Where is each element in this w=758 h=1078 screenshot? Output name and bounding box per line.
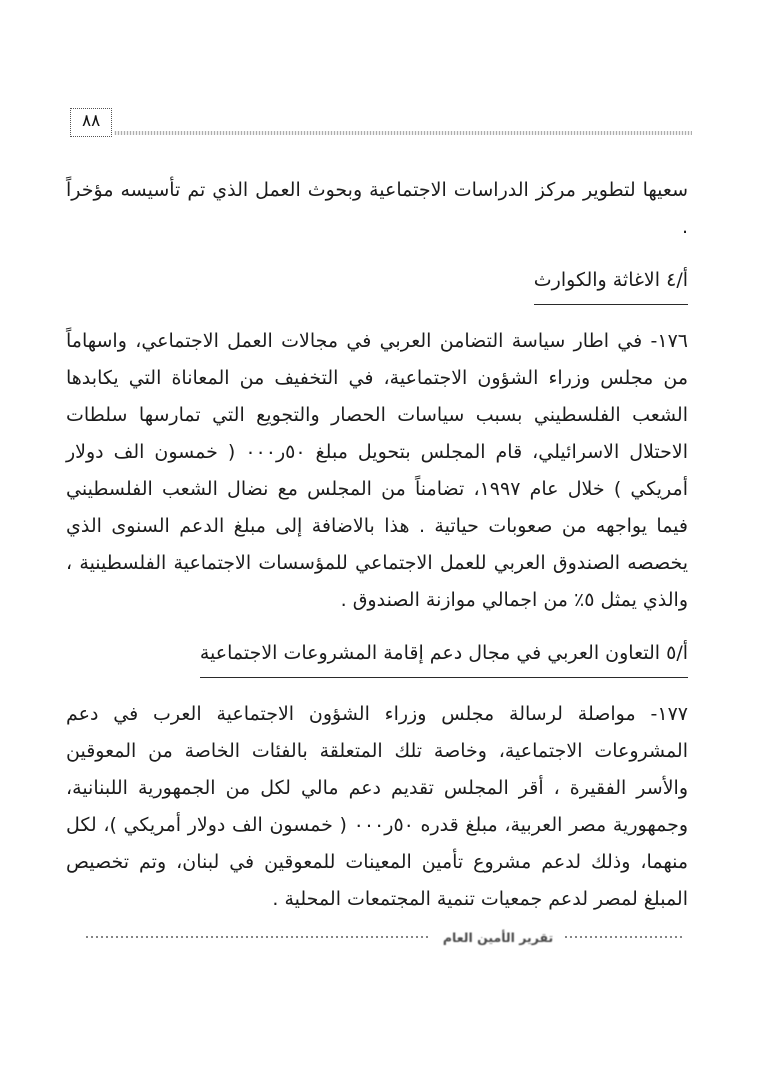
page-footer [86,930,682,945]
footer-stamp-text: تقرير الأمين العام [442,930,554,945]
section-cooperation-projects [66,635,688,918]
paragraph-176 [66,323,688,619]
intro-paragraph: سعيها لتطوير مركز الدراسات الاجتماعية وبحوث العمل الذي تم تأسيسه مؤخراً . [66,179,688,238]
section-heading-text: أ/٤ الاغاثة والكوارث [534,262,688,305]
paragraph-number: ١٧٧- [650,703,688,725]
footer-dotted-rule-right [565,936,682,940]
document-body [66,172,688,928]
paragraph-text: مواصلة لرسالة مجلس وزراء الشؤون الاجتماعية العرب في دعم المشروعات الاجتماعية، وخاصة تلك المتعلقة بالفئات الخاصة من المعوقين والأسر الفقيرة ، أقر المجلس تقديم دعم مالي لكل من الجمهورية اللبنانية، وجمهورية مصر العربية، مبلغ قدره ٥٠ر٠٠٠ ( خمسون الف دولار أمريكي )، لكل منهما، وذلك لدعم مشروع تأمين المعينات للمعوقين في لبنان، وتم تخصيص المبلغ لمصر لدعم جمعيات تنمية المجتمعات المحلية . [66,703,688,910]
paragraph-177 [66,696,688,918]
paragraph-number: ١٧٦- [650,330,688,352]
page-header [70,108,692,137]
section-heading-text: أ/٥ التعاون العربي في مجال دعم إقامة المشروعات الاجتماعية [200,635,688,678]
section-heading-relief [66,262,688,305]
section-relief-and-disasters [66,262,688,619]
footer-dotted-rule-left [86,936,431,940]
paragraph-text: في اطار سياسة التضامن العربي في مجالات العمل الاجتماعي، واسهاماً من مجلس وزراء الشؤون الاجتماعية، في التخفيف من المعاناة التي يكابدها الشعب الفلسطيني بسبب سياسات الحصار والتجويع التي تمارسها سلطات الاحتلال الاسرائيلي، قام المجلس بتحويل مبلغ ٥٠ر٠٠٠ ( خمسون الف دولار أمريكي ) خلال عام ١٩٩٧، تضامناً من المجلس مع نضال الشعب الفلسطيني فيما يواجهه من صعوبات حياتية . هذا بالاضافة إلى مبلغ الدعم السنوى الذي يخصصه الصندوق العربي للعمل الاجتماعي للمؤسسات الاجتماعية الفلسطينية ، والذي يمثل ٥٪ من اجمالي موازنة الصندوق . [66,330,689,611]
header-dotted-rule [114,131,692,135]
page-number: ٨٨ [70,108,112,137]
section-heading-cooperation [66,635,688,678]
